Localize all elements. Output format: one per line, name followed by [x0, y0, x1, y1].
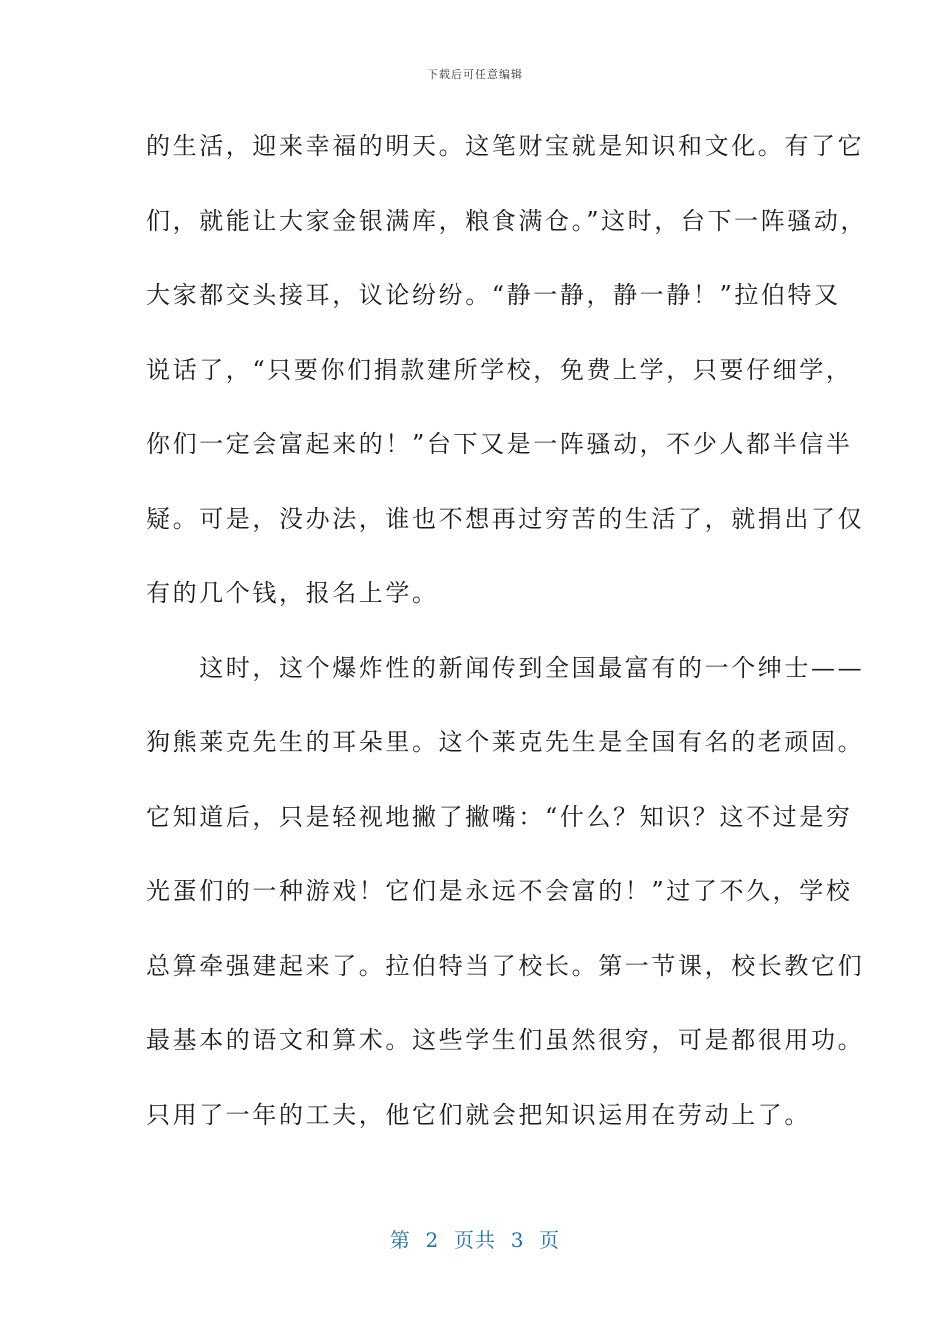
text-line: 们，就能让大家金银满库，粮食满仓。”这时，台下一阵骚动，	[146, 206, 868, 235]
paragraph	[146, 648, 865, 1170]
text-line: 说话了，“只要你们捐款建所学校，免费上学，只要仔细学，	[146, 355, 853, 384]
text-line: 它知道后，只是轻视地撇了撇嘴：“什么？知识？这不过是穷	[146, 802, 853, 831]
text-line: 的生活，迎来幸福的明天。这笔财宝就是知识和文化。有了它	[146, 132, 865, 160]
document-body	[146, 126, 868, 1169]
text-line: 只用了一年的工夫，他它们就会把知识运用在劳动上了。	[146, 1100, 811, 1129]
text-line: 有的几个钱，报名上学。	[146, 579, 439, 607]
text-line: 狗熊莱克先生的耳朵里。这个莱克先生是全国有名的老顽固。	[146, 728, 865, 756]
text-line: 最基本的语文和算术。这些学生们虽然很穷，可是都很用功。	[146, 1026, 865, 1054]
text-line: 你们一定会富起来的！”台下又是一阵骚动，不少人都半信半	[146, 430, 853, 458]
page-number-text: 第 2 页共 3 页	[389, 1228, 561, 1252]
text-line: 这时，这个爆炸性的新闻传到全国最富有的一个绅士——	[146, 653, 865, 682]
text-line: 大家都交头接耳，议论纷纷。“静一静，静一静！”拉伯特又	[146, 281, 841, 309]
page-header: 下载后可任意编辑	[427, 68, 523, 81]
text-line: 疑。可是，没办法，谁也不想再过穷苦的生活了，就捐出了仅	[146, 504, 865, 533]
text-line: 总算牵强建起来了。拉伯特当了校长。第一节课，校长教它们	[146, 951, 865, 980]
page-number	[0, 1224, 950, 1253]
paragraph	[146, 126, 868, 648]
text-line: 光蛋们的一种游戏！它们是永远不会富的！”过了不久，学校	[146, 877, 853, 905]
